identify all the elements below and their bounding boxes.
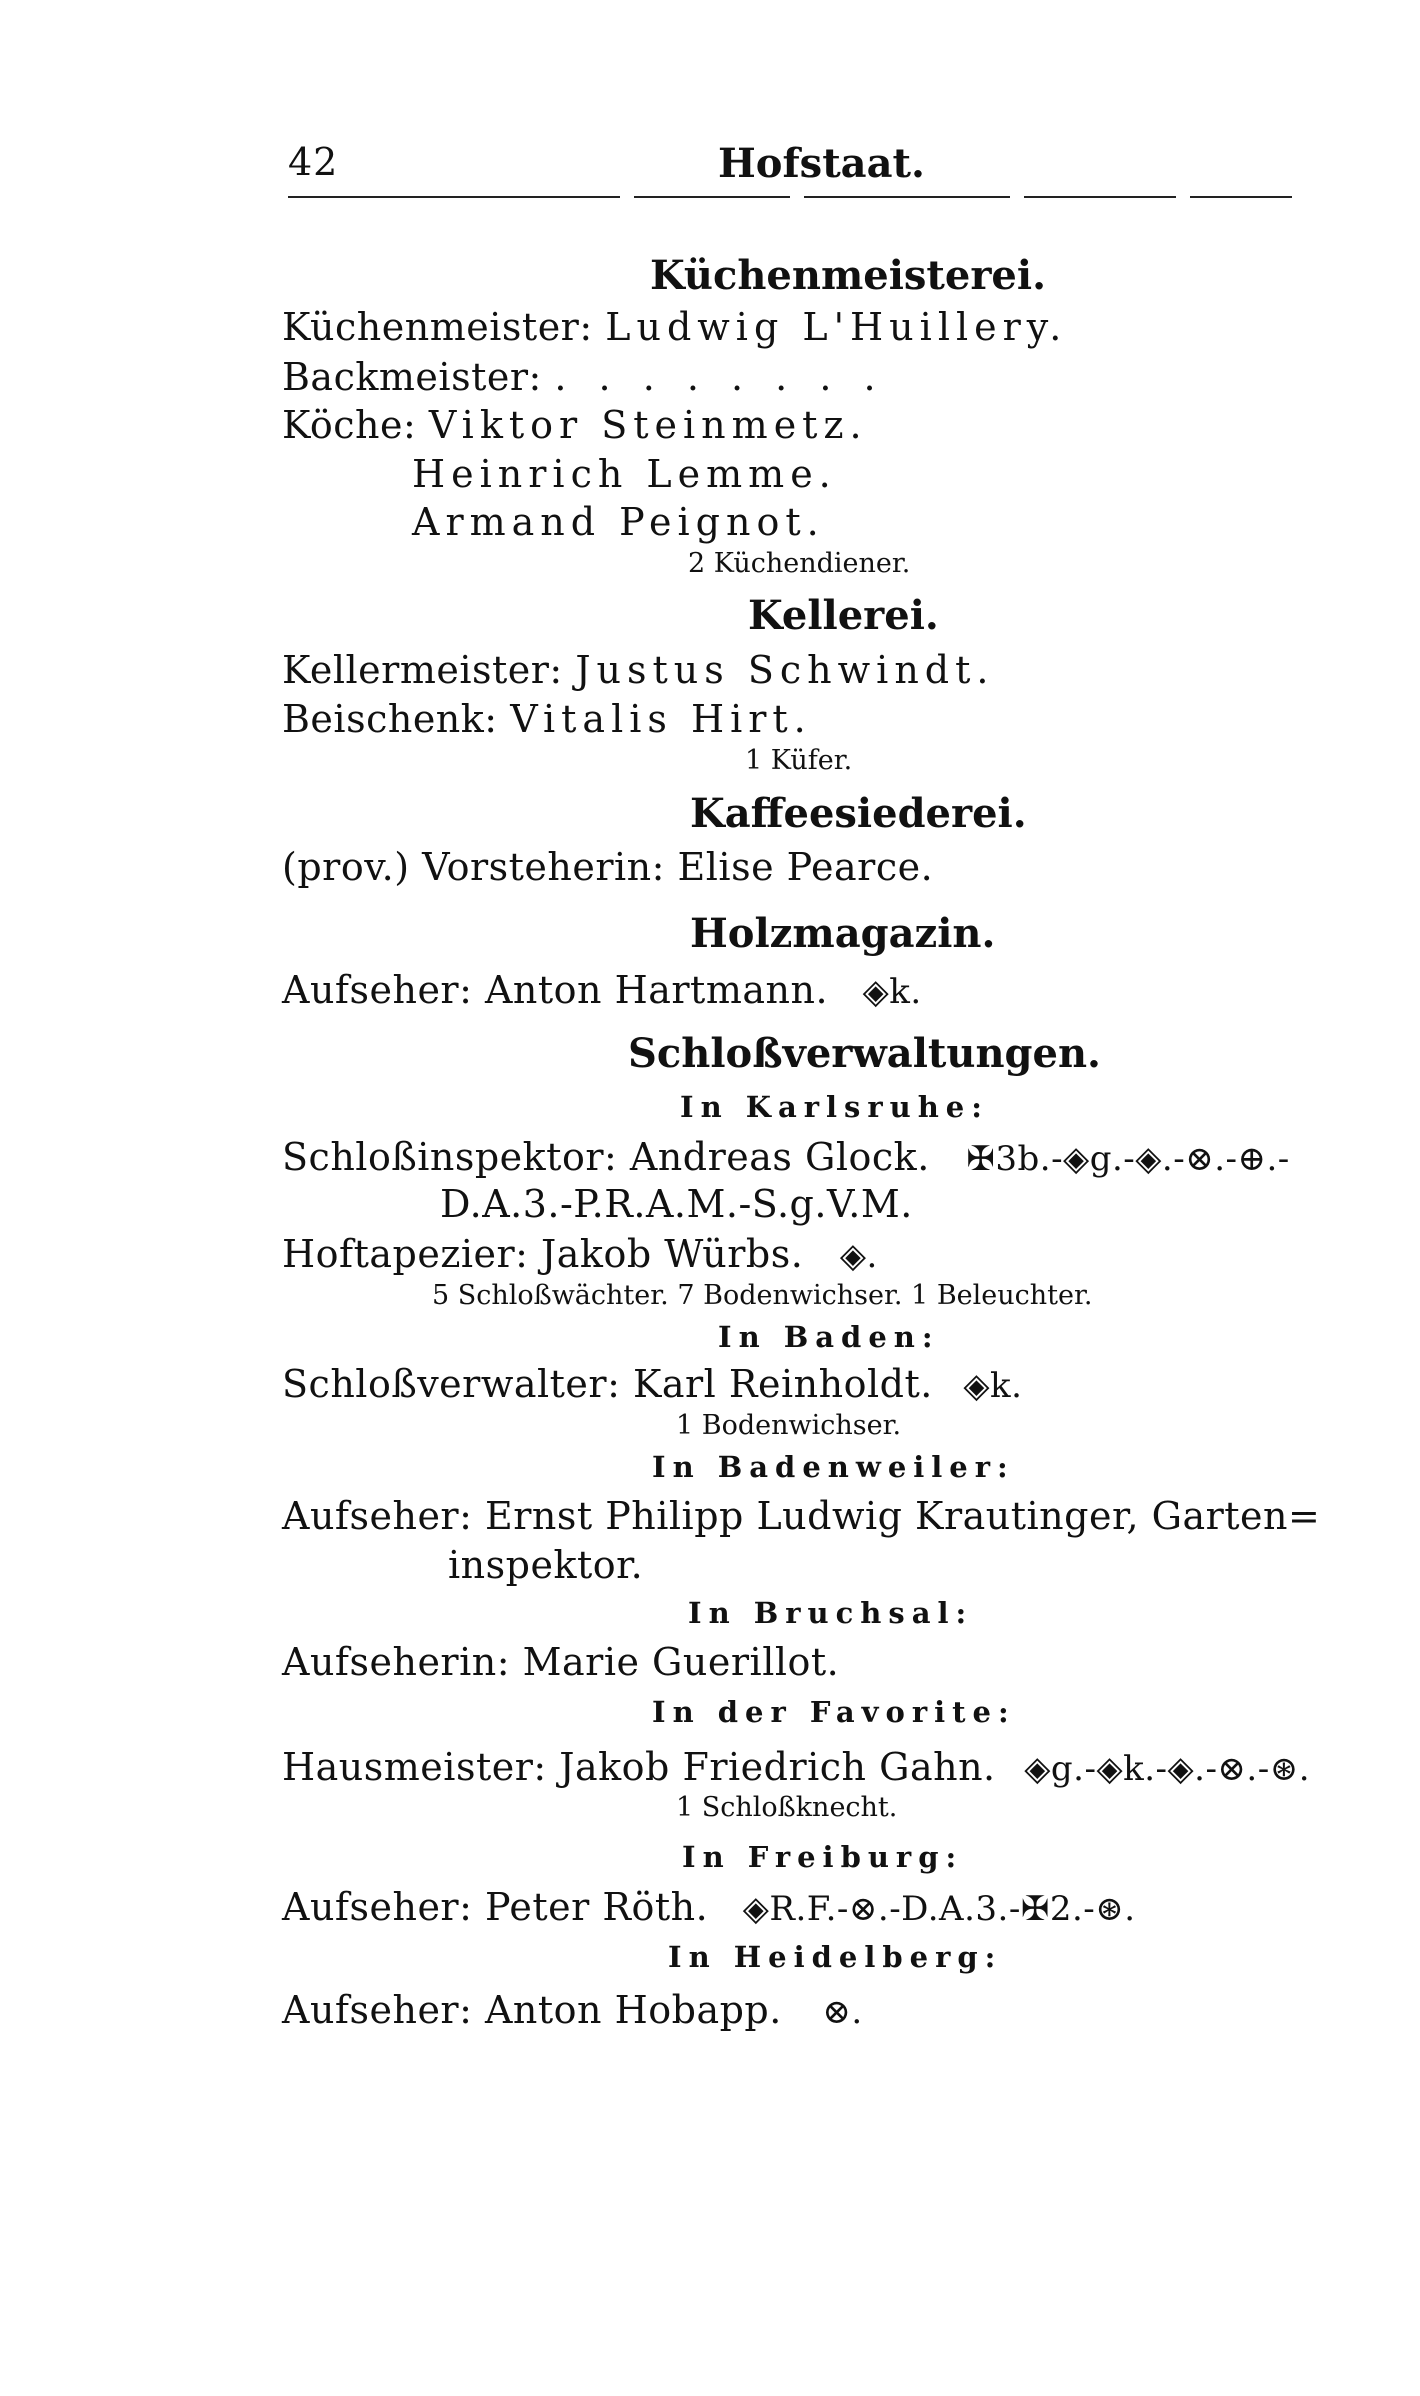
staff-karlsruhe: 5 Schloßwächter. 7 Bodenwichser. 1 Beleuchter.: [432, 1280, 1093, 1311]
dots-backmeister: . . . . . . . .: [554, 355, 886, 399]
decoration-badges: ◈R.F.-⊗.-D.A.3.-✠2.-⊛.: [742, 1889, 1136, 1929]
header-rule-gap: [790, 192, 804, 202]
label-backmeister: Backmeister:: [282, 355, 542, 399]
decoration-badge: ◈k.: [963, 1366, 1023, 1406]
name-koch-3: Armand Peignot.: [412, 500, 825, 544]
name-koch-2: Heinrich Lemme.: [412, 452, 837, 496]
entry-backmeister: [282, 355, 886, 399]
name-heidelberg-aufseher: Aufseher: Anton Hobapp.: [282, 1988, 782, 2032]
entry-schlossinspektor-cont: D.A.3.-P.R.A.M.-S.g.V.M.: [440, 1182, 913, 1226]
entry-kuechenmeister: [282, 305, 1067, 349]
name-koch-1: Viktor Steinmetz.: [428, 403, 868, 447]
section-title-kuechenmeisterei: Küchenmeisterei.: [650, 252, 1046, 299]
staff-baden: 1 Bodenwichser.: [676, 1410, 902, 1441]
label-beischenk: Beischenk:: [282, 697, 498, 741]
entry-beischenk: [282, 697, 812, 741]
label-koeche: Köche:: [282, 403, 417, 447]
entry-schlossinspektor: [282, 1135, 1290, 1179]
entry-kellermeister: [282, 648, 994, 692]
decoration-badges: ✠3b.-◈g.-◈.-⊗.-⊕.-: [966, 1139, 1290, 1179]
page-header: [288, 140, 1292, 200]
name-kuechenmeister: Ludwig L'Huillery.: [605, 305, 1068, 349]
header-rule-gap: [1010, 192, 1024, 202]
entry-freiburg-aufseher: [282, 1885, 1136, 1929]
name-freiburg-aufseher: Aufseher: Peter Röth.: [282, 1885, 709, 1929]
entry-vorsteherin: (prov.) Vorsteherin: Elise Pearce.: [282, 845, 934, 889]
place-freiburg: In Freiburg:: [682, 1840, 964, 1874]
label-kellermeister: Kellermeister:: [282, 648, 563, 692]
place-badenweiler: In Badenweiler:: [652, 1450, 1015, 1484]
name-schlossverwalter: Schloßverwalter: Karl Reinholdt.: [282, 1362, 933, 1406]
place-karlsruhe: In Karlsruhe:: [680, 1090, 989, 1124]
entry-heidelberg-aufseher: [282, 1988, 863, 2032]
entry-hausmeister: [282, 1745, 1310, 1789]
page-number: 42: [288, 140, 339, 184]
decoration-badge: ◈k.: [862, 972, 922, 1012]
name-beischenk: Vitalis Hirt.: [510, 697, 812, 741]
label-kuechenmeister: Küchenmeister:: [282, 305, 593, 349]
entry-schlossverwalter: [282, 1362, 1022, 1406]
staff-favorite: 1 Schloßknecht.: [676, 1792, 898, 1823]
running-head: Hofstaat.: [718, 140, 925, 187]
name-schlossinspektor: Schloßinspektor: Andreas Glock.: [282, 1135, 930, 1179]
place-baden: In Baden:: [718, 1320, 940, 1354]
header-rule-gap: [1176, 192, 1190, 202]
name-holzmagazin-aufseher: Aufseher: Anton Hartmann.: [282, 968, 829, 1012]
decoration-badges: ◈g.-◈k.-◈.-⊗.-⊛.: [1024, 1749, 1311, 1789]
entry-badenweiler-aufseher-cont: inspektor.: [448, 1543, 644, 1587]
decoration-badge: ◈.: [839, 1236, 878, 1276]
entry-koeche: [282, 403, 868, 447]
header-rule-gap: [620, 192, 634, 202]
section-title-schlossverwaltungen: Schloßverwaltungen.: [628, 1030, 1101, 1077]
staff-kuechenmeisterei: 2 Küchendiener.: [688, 548, 911, 579]
place-favorite: In der Favorite:: [652, 1695, 1016, 1729]
staff-kellerei: 1 Küfer.: [745, 745, 853, 776]
decoration-badge: ⊗.: [822, 1992, 863, 2032]
place-heidelberg: In Heidelberg:: [668, 1940, 1003, 1974]
place-bruchsal: In Bruchsal:: [688, 1596, 974, 1630]
entry-bruchsal-aufseherin: Aufseherin: Marie Guerillot.: [282, 1640, 840, 1684]
section-title-kellerei: Kellerei.: [748, 592, 939, 639]
name-hoftapezier: Hoftapezier: Jakob Würbs.: [282, 1232, 804, 1276]
name-kellermeister: Justus Schwindt.: [575, 648, 995, 692]
entry-holzmagazin-aufseher: [282, 968, 922, 1012]
entry-hoftapezier: [282, 1232, 878, 1276]
entry-badenweiler-aufseher: Aufseher: Ernst Philipp Ludwig Krautinger, Garten=: [282, 1494, 1321, 1538]
section-title-kaffeesiederei: Kaffeesiederei.: [690, 790, 1027, 837]
section-title-holzmagazin: Holzmagazin.: [690, 910, 996, 957]
name-hausmeister: Hausmeister: Jakob Friedrich Gahn.: [282, 1745, 996, 1789]
